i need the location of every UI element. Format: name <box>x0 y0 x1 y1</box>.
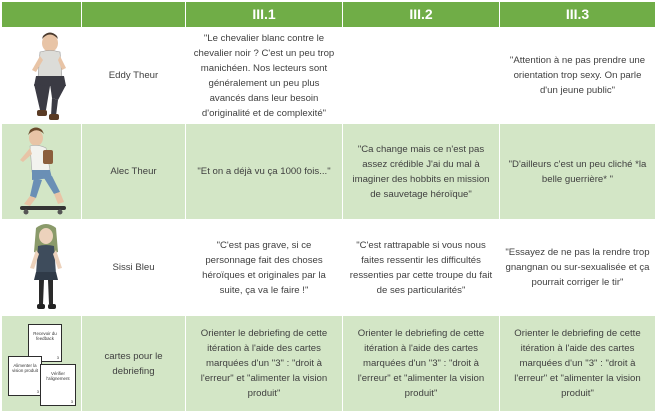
feedback-cell: "Essayez de ne pas la rendre trop gnangnan ou sur-sexualisée et ça pourrait corriger le tir" <box>500 220 656 316</box>
feedback-cell: "C'est pas grave, si ce personnage fait des choses héroïques et originales par la suite, ça va le faire !" <box>186 220 343 316</box>
eddy-theur-avatar <box>6 30 82 122</box>
character-name: Sissi Bleu <box>82 220 186 316</box>
feedback-cell: "C'est rattrapable si vous nous faites ressentir les difficultés ressenties par cette troupe du fait de ses particularités" <box>343 220 500 316</box>
table-row <box>2 124 656 220</box>
header-blank-cell <box>82 2 186 28</box>
instruction-cell: Orienter le debriefing de cette itération à l'aide des cartes marquées d'un "3" : "droit à l'erreur" et "alimenter la vision produit" <box>343 316 500 412</box>
feedback-cell: "Ca change mais ce n'est pas assez crédible J'ai du mal à imaginer des hobbits en mission de sauvetage héroïque" <box>343 124 500 220</box>
instruction-cell: Orienter le debriefing de cette itération à l'aide des cartes marquées d'un "3" : "droit à l'erreur" et "alimenter la vision produit" <box>500 316 656 412</box>
header-iteration-1: III.1 <box>186 2 343 28</box>
feedback-cell: "Attention à ne pas prendre une orientation trop sexy. On parle d'un jeune public" <box>500 28 656 124</box>
sissi-bleu-avatar <box>6 222 82 314</box>
card-verifier-alignement <box>40 364 76 406</box>
feedback-cell: "Et on a déjà vu ça 1000 fois..." <box>186 124 343 220</box>
table-row <box>2 316 656 412</box>
cards-label: cartes pour le debriefing <box>82 316 186 412</box>
feedback-cell: "Le chevalier blanc contre le chevalier noir ? C'est un peu trop manichéen. Nos lecteurs sont généralement un peu plus avancés dans leur besoin d'originalité et de complexité" <box>186 28 343 124</box>
debriefing-cards <box>6 320 80 408</box>
card-label: Vérifier l'alignement <box>46 370 70 381</box>
table-row <box>2 220 656 316</box>
card-alimenter-vision <box>8 356 42 396</box>
table-row <box>2 28 656 124</box>
avatar-cell <box>2 124 82 220</box>
avatar-cell <box>2 220 82 316</box>
avatar-cell <box>2 28 82 124</box>
character-name: Alec Theur <box>82 124 186 220</box>
cards-cell <box>2 316 82 412</box>
alec-theur-avatar <box>6 126 82 218</box>
card-number: 3 <box>70 398 73 404</box>
character-name: Eddy Theur <box>82 28 186 124</box>
header-iteration-3: III.3 <box>500 2 656 28</box>
header-blank-cell <box>2 2 82 28</box>
card-label: Alimenter la vision produit <box>12 362 38 373</box>
card-number: 3 <box>56 354 59 360</box>
header-iteration-2: III.2 <box>343 2 500 28</box>
feedback-cell: "D'ailleurs c'est un peu cliché *la belle guerrière* " <box>500 124 656 220</box>
feedback-table <box>1 1 656 412</box>
table-header-row <box>2 2 656 28</box>
feedback-cell <box>343 28 500 124</box>
card-label: Recevoir du feedback <box>33 330 57 341</box>
card-number: 3 <box>36 388 39 394</box>
instruction-cell: Orienter le debriefing de cette itération à l'aide des cartes marquées d'un "3" : "droit à l'erreur" et "alimenter la vision produit" <box>186 316 343 412</box>
